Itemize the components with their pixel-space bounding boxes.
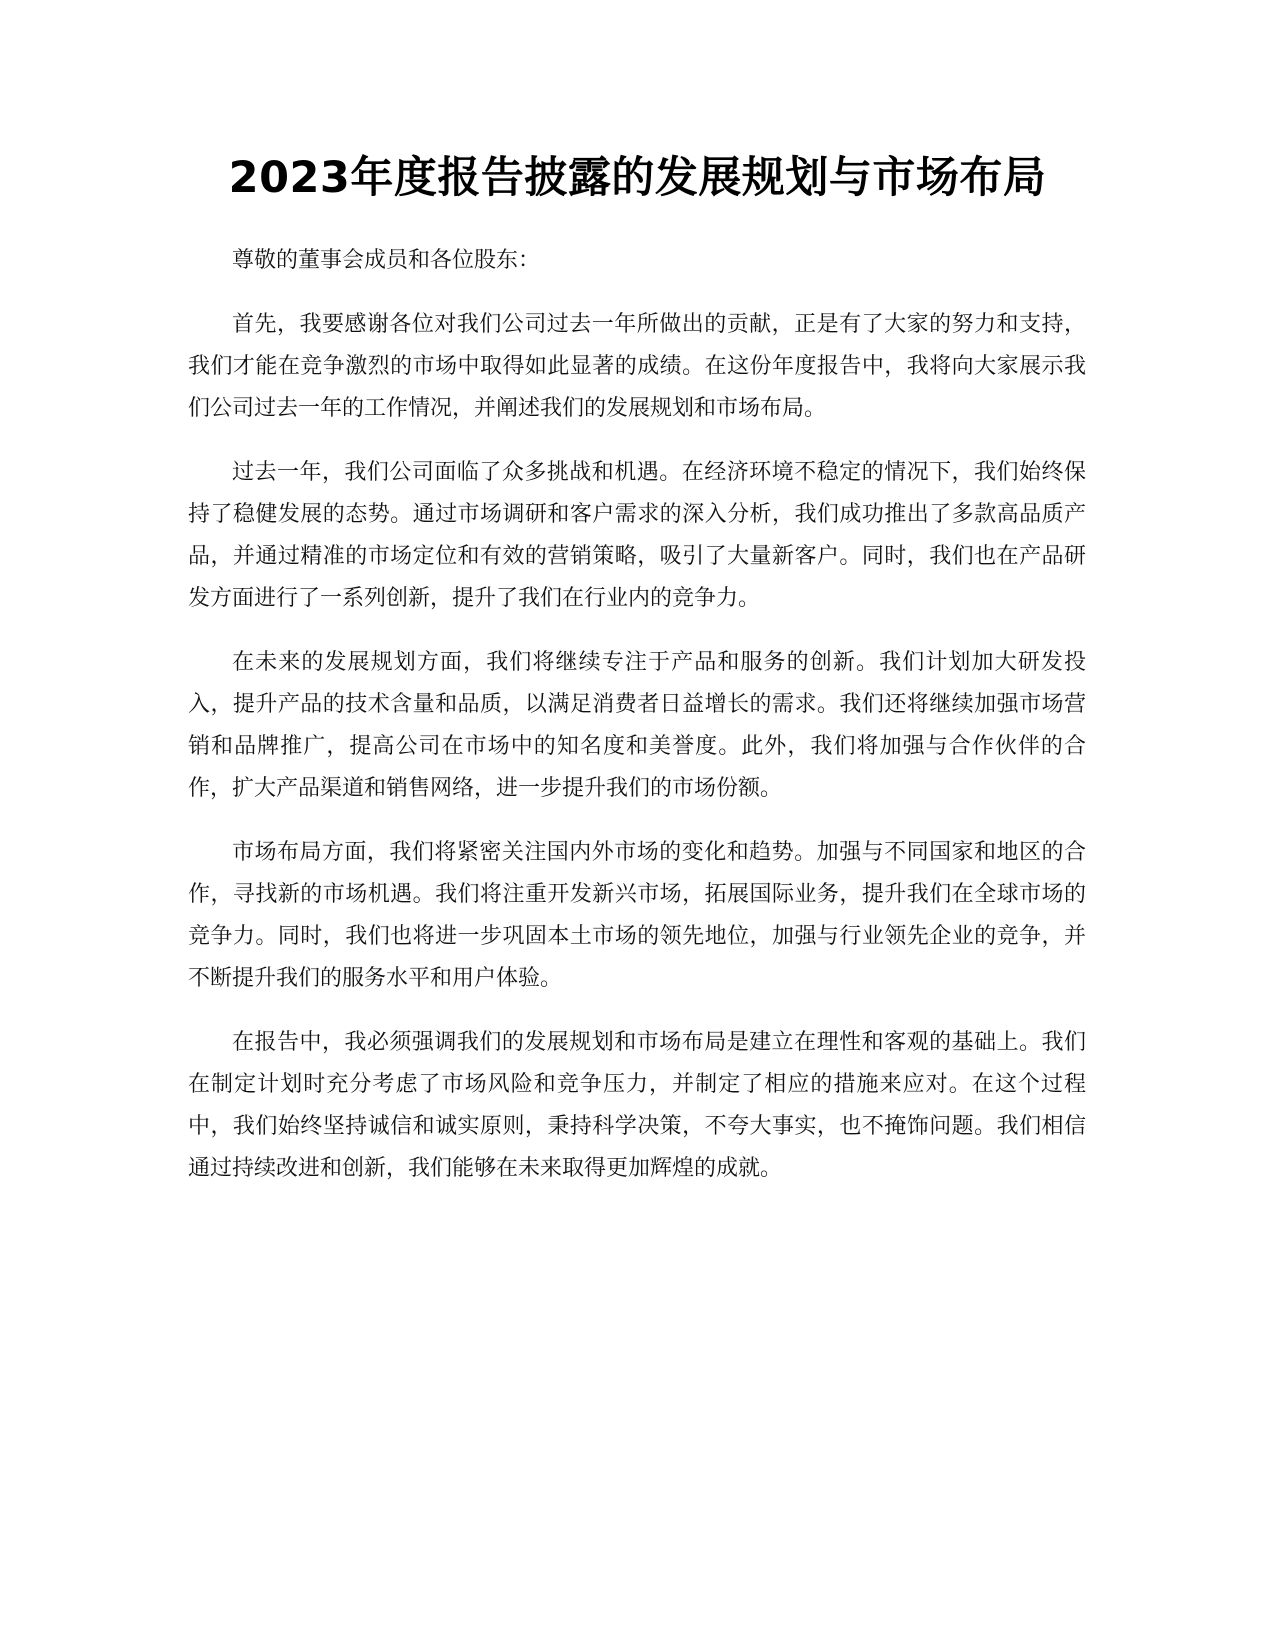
paragraph-market-layout: 市场布局方面，我们将紧密关注国内外市场的变化和趋势。加强与不同国家和地区的合作，寻找新的市场机遇。我们将注重开发新兴市场，拓展国际业务，提升我们在全球市场的竞争力。同时，我们也将进一步巩固本土市场的领先地位，加强与行业领先企业的竞争，并不断提升我们的服务水平和用户体验。 [188, 840, 1086, 991]
paragraph-past-year: 过去一年，我们公司面临了众多挑战和机遇。在经济环境不稳定的情况下，我们始终保持了稳健发展的态势。通过市场调研和客户需求的深入分析，我们成功推出了多款高品质产品，并通过精准的市场定位和有效的营销策略，吸引了大量新客户。同时，我们也在产品研发方面进行了一系列创新，提升了我们在行业内的竞争力。 [188, 460, 1086, 611]
paragraph-principles: 在报告中，我必须强调我们的发展规划和市场布局是建立在理性和客观的基础上。我们在制定计划时充分考虑了市场风险和竞争压力，并制定了相应的措施来应对。在这个过程中，我们始终坚持诚信和诚实原则，秉持科学决策，不夸大事实，也不掩饰问题。我们相信通过持续改进和创新，我们能够在未来取得更加辉煌的成就。 [188, 1030, 1086, 1181]
document-body [188, 240, 1086, 1212]
paragraph-development-plan: 在未来的发展规划方面，我们将继续专注于产品和服务的创新。我们计划加大研发投入，提升产品的技术含量和品质，以满足消费者日益增长的需求。我们还将继续加强市场营销和品牌推广，提高公司在市场中的知名度和美誉度。此外，我们将加强与合作伙伴的合作，扩大产品渠道和销售网络，进一步提升我们的市场份额。 [188, 650, 1086, 801]
document-title: 2023年度报告披露的发展规划与市场布局 [228, 153, 1047, 203]
paragraph-gratitude: 首先，我要感谢各位对我们公司过去一年所做出的贡献，正是有了大家的努力和支持，我们才能在竞争激烈的市场中取得如此显著的成绩。在这份年度报告中，我将向大家展示我们公司过去一年的工作情况，并阐述我们的发展规划和市场布局。 [188, 312, 1086, 421]
greeting-paragraph: 尊敬的董事会成员和各位股东： [232, 248, 541, 273]
